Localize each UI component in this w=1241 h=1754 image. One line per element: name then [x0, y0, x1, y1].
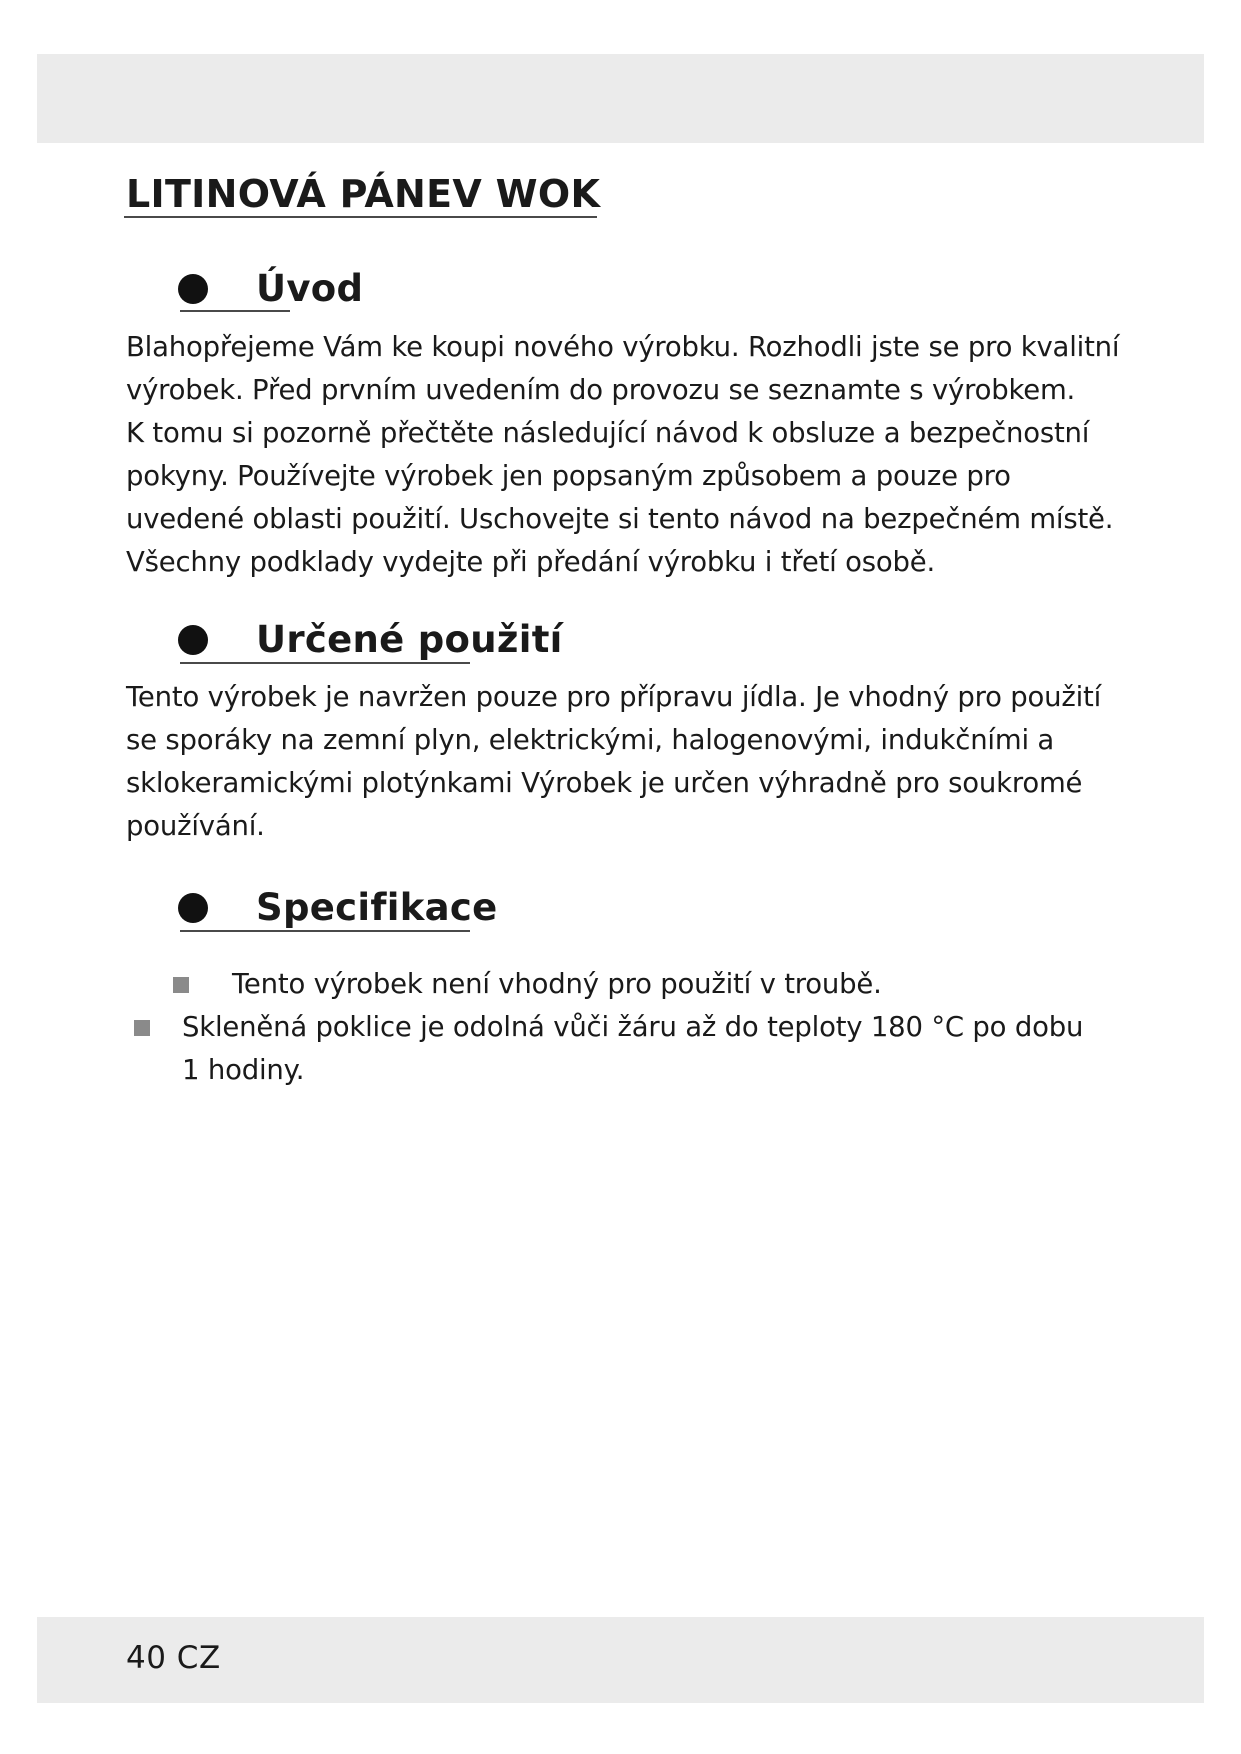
paragraph-line: Všechny podklady vydejte při předání výrobku i třetí osobě.: [126, 546, 936, 578]
heading-underline: [180, 310, 290, 312]
intended-use-paragraph: [126, 676, 1126, 848]
header-band: [37, 54, 1204, 143]
paragraph-line: uvedené oblasti použití. Uschovejte si tento návod na bezpečném místě.: [126, 503, 1114, 535]
square-bullet-icon: [134, 1020, 150, 1036]
list-item-line: Tento výrobek není vhodný pro použití v troubě.: [232, 968, 882, 1000]
spec-list-item: [232, 963, 882, 1006]
paragraph-line: Blahopřejeme Vám ke koupi nového výrobku. Rozhodli jste se pro kvalitní: [126, 331, 1120, 363]
section-heading-specification: [178, 883, 498, 933]
section-heading-uvod: [178, 264, 363, 314]
list-item-line: 1 hodiny.: [182, 1054, 305, 1086]
heading-underline: [180, 662, 470, 664]
paragraph-line: sklokeramickými plotýnkami Výrobek je určen výhradně pro soukromé: [126, 767, 1083, 799]
paragraph-line: pokyny. Používejte výrobek jen popsaným způsobem a pouze pro: [126, 460, 1011, 492]
heading-bullet-icon: [178, 893, 208, 923]
list-item-line: Skleněná poklice je odolná vůči žáru až do teploty 180 °C po dobu: [182, 1011, 1084, 1043]
heading-bullet-icon: [178, 274, 208, 304]
heading-bullet-icon: [178, 625, 208, 655]
intro-paragraph: [126, 326, 1126, 584]
square-bullet-icon: [173, 977, 189, 993]
paragraph-line: se sporáky na zemní plyn, elektrickými, halogenovými, indukčními a: [126, 724, 1055, 756]
paragraph-line: používání.: [126, 810, 265, 842]
title-underline: [124, 216, 597, 218]
section-heading-text: Určené použití: [256, 618, 563, 661]
section-heading-intended-use: [178, 615, 563, 665]
document-title: LITINOVÁ PÁNEV WOK: [126, 172, 601, 216]
paragraph-line: Tento výrobek je navržen pouze pro přípravu jídla. Je vhodný pro použití: [126, 681, 1102, 713]
paragraph-line: K tomu si pozorně přečtěte následující návod k obsluze a bezpečnostní: [126, 417, 1090, 449]
spec-list-item: [182, 1006, 1083, 1092]
section-heading-text: Úvod: [256, 267, 364, 310]
heading-underline: [180, 930, 470, 932]
section-heading-text: Specifikace: [256, 886, 498, 929]
paragraph-line: výrobek. Před prvním uvedením do provozu se seznamte s výrobkem.: [126, 374, 1076, 406]
page-number: 40 CZ: [126, 1640, 221, 1676]
